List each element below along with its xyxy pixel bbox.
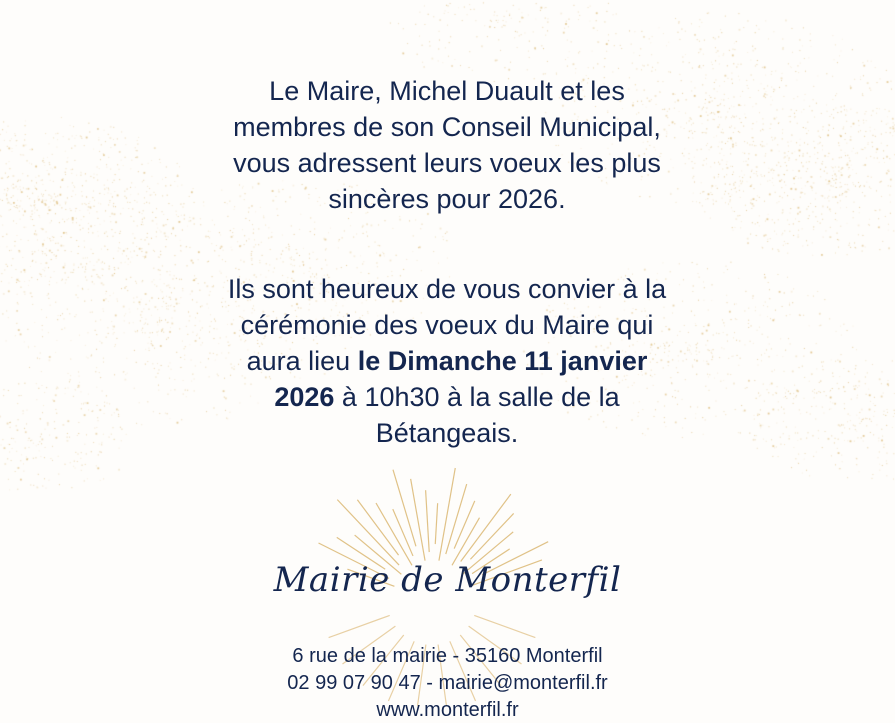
event-date: le Dimanche 11 janvier — [357, 346, 648, 376]
greeting-line: sincères pour 2026. — [328, 184, 566, 214]
footer-address: 6 rue de la mairie - 35160 Monterfil — [292, 645, 603, 667]
greeting-line: membres de son Conseil Municipal, — [233, 112, 661, 142]
invitation-paragraph — [147, 271, 747, 451]
event-venue: Bétangeais. — [375, 418, 519, 448]
signature-mairie: Mairie de Monterfil — [273, 560, 622, 600]
invitation-line: aura lieu — [246, 346, 358, 376]
footer-contact: 02 99 07 90 47 - mairie@monterfil.fr — [287, 672, 608, 694]
event-time-place: à 10h30 à la salle de la — [334, 382, 620, 412]
footer-website: www.monterfil.fr — [376, 699, 519, 721]
invitation-line: Ils sont heureux de vous convier à la — [227, 274, 667, 304]
greeting-paragraph — [147, 73, 747, 217]
greeting-line: vous adressent leurs voeux les plus — [233, 148, 661, 178]
invitation-line: cérémonie des voeux du Maire qui — [240, 310, 654, 340]
greeting-line: Le Maire, Michel Duault et les — [269, 76, 625, 106]
event-year: 2026 — [274, 382, 335, 412]
